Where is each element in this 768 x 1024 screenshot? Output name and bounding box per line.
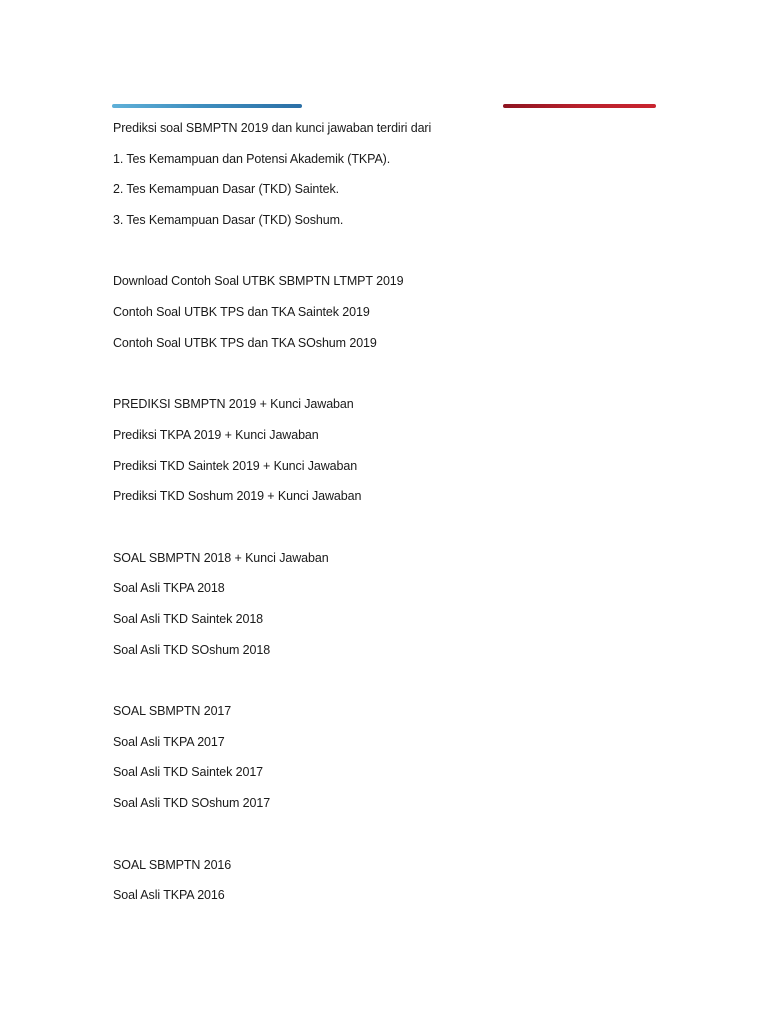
prediksi-item-soshum: Prediksi TKD Soshum 2019 + Kunci Jawaban: [113, 489, 362, 504]
section-spacer: [113, 827, 673, 858]
download-item-saintek: Contoh Soal UTBK TPS dan TKA Saintek 2019: [113, 305, 370, 320]
soal-2018-section: [113, 551, 673, 658]
prediksi-section: [113, 397, 673, 504]
top-rule-blue: [112, 104, 302, 108]
soal-2017-item-tkpa: Soal Asli TKPA 2017: [113, 734, 225, 749]
download-section: [113, 274, 673, 350]
intro-section: [113, 121, 673, 228]
intro-item-3: 3. Tes Kemampuan Dasar (TKD) Soshum.: [113, 213, 344, 228]
section-spacer: [113, 367, 673, 398]
soal-2017-item-saintek: Soal Asli TKD Saintek 2017: [113, 765, 264, 780]
soal-2017-heading: SOAL SBMPTN 2017: [113, 704, 232, 719]
soal-2016-heading: SOAL SBMPTN 2016: [113, 857, 232, 872]
soal-2018-item-tkpa: Soal Asli TKPA 2018: [113, 581, 225, 596]
intro-item-1: 1. Tes Kemampuan dan Potensi Akademik (TKPA).: [113, 151, 391, 166]
prediksi-heading: PREDIKSI SBMPTN 2019 + Kunci Jawaban: [113, 397, 354, 412]
download-item-soshum: Contoh Soal UTBK TPS dan TKA SOshum 2019: [113, 335, 377, 350]
soal-2016-section: [113, 858, 673, 904]
soal-2017-item-soshum: Soal Asli TKD SOshum 2017: [113, 796, 271, 811]
section-spacer: [113, 244, 673, 275]
prediksi-item-tkpa: Prediksi TKPA 2019 + Kunci Jawaban: [113, 427, 319, 442]
soal-2018-item-saintek: Soal Asli TKD Saintek 2018: [113, 612, 264, 626]
soal-2017-section: [113, 704, 673, 811]
download-heading: Download Contoh Soal UTBK SBMPTN LTMPT 2019: [113, 274, 404, 289]
intro-heading: Prediksi soal SBMPTN 2019 dan kunci jawaban terdiri dari: [113, 121, 432, 135]
section-spacer: [113, 520, 673, 551]
document-body: [113, 121, 673, 919]
soal-2018-heading: SOAL SBMPTN 2018 + Kunci Jawaban: [113, 550, 329, 565]
top-rule-red: [503, 104, 656, 108]
soal-2018-item-soshum: Soal Asli TKD SOshum 2018: [113, 642, 271, 657]
intro-item-2: 2. Tes Kemampuan Dasar (TKD) Saintek.: [113, 182, 340, 197]
prediksi-item-saintek: Prediksi TKD Saintek 2019 + Kunci Jawaban: [113, 458, 358, 473]
section-spacer: [113, 673, 673, 704]
soal-2016-item-tkpa: Soal Asli TKPA 2016: [113, 888, 225, 903]
